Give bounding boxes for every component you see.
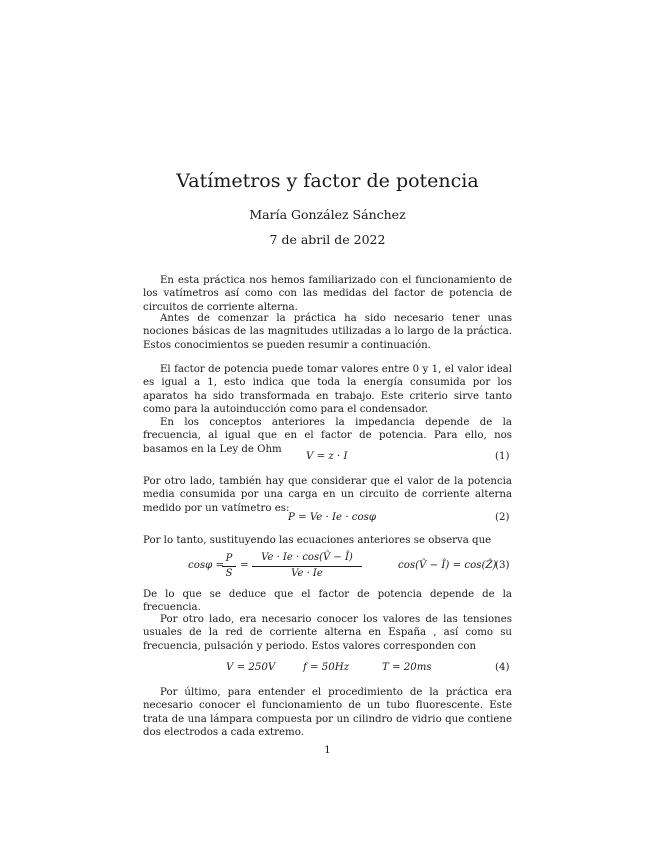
equation-number-1: (1)	[495, 451, 510, 462]
paragraph-grid-values: Por otro lado, era necesario conocer los valores de las tensiones usuales de la red de corriente alterna en España , así como su frecuencia, pulsación y periodo. Estos valores corresponden con	[143, 614, 512, 652]
equation-3-numerator: Ve · Ie · cos(V̂ − Î)	[261, 552, 353, 563]
equation-3-fraction-bar-2	[252, 566, 362, 567]
paragraph-power-factor: El factor de potencia puede tomar valores entre 0 y 1, el valor ideal es igual a 1, esto indica que toda la energía consumida por los aparatos ha sido transformada en trabajo. Este criterio sirve tanto como para la autoinducción como para el condensador.	[143, 364, 512, 415]
equation-power: P = Ve · Ie · cosφ	[288, 512, 377, 523]
equation-3-lhs: cosφ =	[188, 560, 224, 571]
equation-number-2: (2)	[495, 512, 510, 523]
document-author: María González Sánchez	[249, 207, 406, 222]
equation-3-rhs: cos(V̂ − Î) = cos(Ẑ)	[398, 560, 497, 571]
equation-3-s: S	[225, 568, 233, 579]
equation-3-p: P	[225, 553, 233, 564]
paragraph-impedance: En los conceptos anteriores la impedancia depende de la frecuencia, al igual que en el factor de potencia. Para ello, nos basamos en la Ley de Ohm	[143, 417, 512, 455]
equation-number-3: (3)	[495, 560, 510, 571]
paragraph-intro: En esta práctica nos hemos familiarizado con el funcionamiento de los vatímetros así como con las medidas del factor de potencia de circuitos de corriente alterna.	[143, 275, 512, 313]
equation-3-denominator: Ve · Ie	[291, 568, 323, 579]
equation-3-fraction-bar-1	[222, 566, 236, 567]
paragraph-fluorescent-tube: Por último, para entender el procedimiento de la práctica era necesario conocer el funcionamiento de un tubo fluorescente. Este trata de una lámpara compuesta por un cilindro de vidrio que contiene dos electrodos a cada extremo.	[143, 687, 512, 738]
page-number: 1	[324, 744, 331, 756]
paragraph-preliminaries: Antes de comenzar la práctica ha sido necesario tener unas nociones básicas de las magnitudes utilizadas a lo largo de la práctica. Estos conocimientos se pueden resumir a continuación.	[143, 313, 512, 351]
equation-4-frequency: f = 50Hz	[303, 662, 349, 673]
equation-ohm-law: V = z · I	[306, 451, 348, 462]
equation-number-4: (4)	[495, 662, 510, 673]
equation-3-equals: =	[240, 560, 249, 571]
equation-4-period: T = 20ms	[382, 662, 432, 673]
paragraph-substitution: Por lo tanto, sustituyendo las ecuaciones anteriores se observa que	[143, 535, 492, 546]
equation-4-voltage: V = 250V	[226, 662, 276, 673]
document-date: 7 de abril de 2022	[269, 232, 386, 247]
paragraph-mean-power: Por otro lado, también hay que considerar que el valor de la potencia media consumida por una carga en un circuito de corriente alterna medido por un vatímetro es:	[143, 476, 512, 514]
document-title: Vatímetros y factor de potencia	[176, 170, 479, 192]
paragraph-frequency-dependence: De lo que se deduce que el factor de potencia depende de la frecuencia.	[143, 589, 512, 614]
